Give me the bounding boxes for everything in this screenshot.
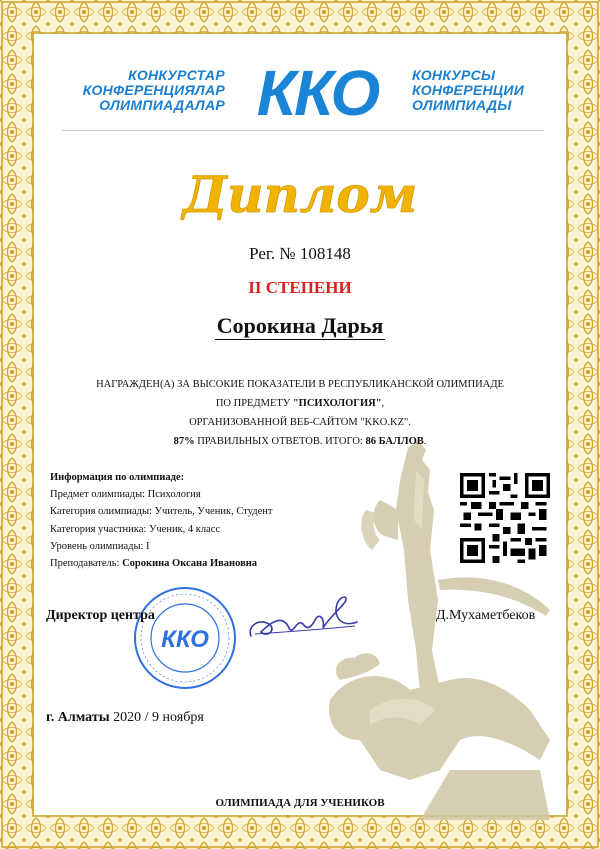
award-line-1: НАГРАЖДЕН(А) ЗА ВЫСОКИЕ ПОКАЗАТЕЛИ В РЕСПУБЛИКАНСКОЙ ОЛИМПИАДЕ [96, 379, 504, 390]
header [0, 58, 600, 128]
award-text [0, 375, 600, 451]
qr-code [460, 473, 550, 563]
header-left-line: КОНКУРСТАР [128, 67, 225, 83]
info-teacher [50, 555, 273, 572]
olympiad-info [50, 469, 273, 572]
info-teacher-label: Преподаватель: [50, 558, 123, 570]
diploma-title-text: Диплом [182, 165, 418, 224]
official-stamp [132, 585, 238, 691]
director-name: Д.Мухаметбеков [436, 608, 536, 623]
award-score: 86 БАЛЛОВ [365, 436, 424, 447]
info-heading-text: Информация по олимпиаде: [50, 472, 185, 483]
recipient-name [0, 313, 600, 339]
info-subject: Предмет олимпиады: Психология [50, 489, 201, 501]
footer-label: ОЛИМПИАДА ДЛЯ УЧЕНИКОВ [215, 797, 385, 809]
diploma-title [150, 158, 450, 228]
kko-logo: ККО [256, 57, 379, 129]
header-right-text [412, 68, 524, 113]
header-right-line: ОЛИМПИАДЫ [412, 97, 512, 113]
info-category: Категория олимпиады: Учитель, Ученик, Студент [50, 506, 273, 518]
header-right-line: КОНКУРСЫ [412, 67, 496, 83]
city-date [46, 710, 204, 726]
header-left-text [83, 68, 225, 113]
award-line-2-suffix: , [381, 398, 385, 409]
award-line-3: ОРГАНИЗОВАННОЙ ВЕБ-САЙТОМ "KKO.KZ". [189, 417, 411, 428]
award-percent: 87% [173, 436, 195, 447]
header-left-line: ОЛИМПИАДАЛАР [99, 97, 225, 113]
info-teacher-name: Сорокина Оксана Ивановна [122, 558, 258, 570]
city-name: г. Алматы [46, 710, 110, 725]
stamp-kko-text: ККО [161, 626, 209, 653]
award-line-2-prefix: ПО ПРЕДМЕТУ [215, 398, 293, 409]
director-signature [245, 588, 365, 648]
header-right-line: КОНФЕРЕНЦИИ [412, 82, 525, 98]
info-level: Уровень олимпиады: I [50, 540, 150, 552]
award-line-4-end: . [423, 436, 427, 447]
award-line-4 [0, 432, 600, 451]
award-line-4-mid: ПРАВИЛЬНЫХ ОТВЕТОВ. ИТОГО: [194, 436, 366, 447]
award-subject: "ПСИХОЛОГИЯ" [292, 398, 382, 409]
issue-date: 2020 / 9 ноября [109, 710, 204, 725]
header-divider [62, 130, 544, 131]
degree-label: II СТЕПЕНИ [248, 278, 352, 297]
recipient-name-text: Сорокина Дарья [216, 313, 384, 338]
info-heading [50, 469, 273, 486]
director-label: Директор центра [46, 608, 155, 623]
award-line-2 [0, 394, 600, 413]
info-participant: Категория участника: Ученик, 4 класс [50, 523, 221, 535]
header-left-line: КОНФЕРЕНЦИЯЛАР [82, 82, 225, 98]
registration-number: Рег. № 108148 [249, 244, 351, 263]
